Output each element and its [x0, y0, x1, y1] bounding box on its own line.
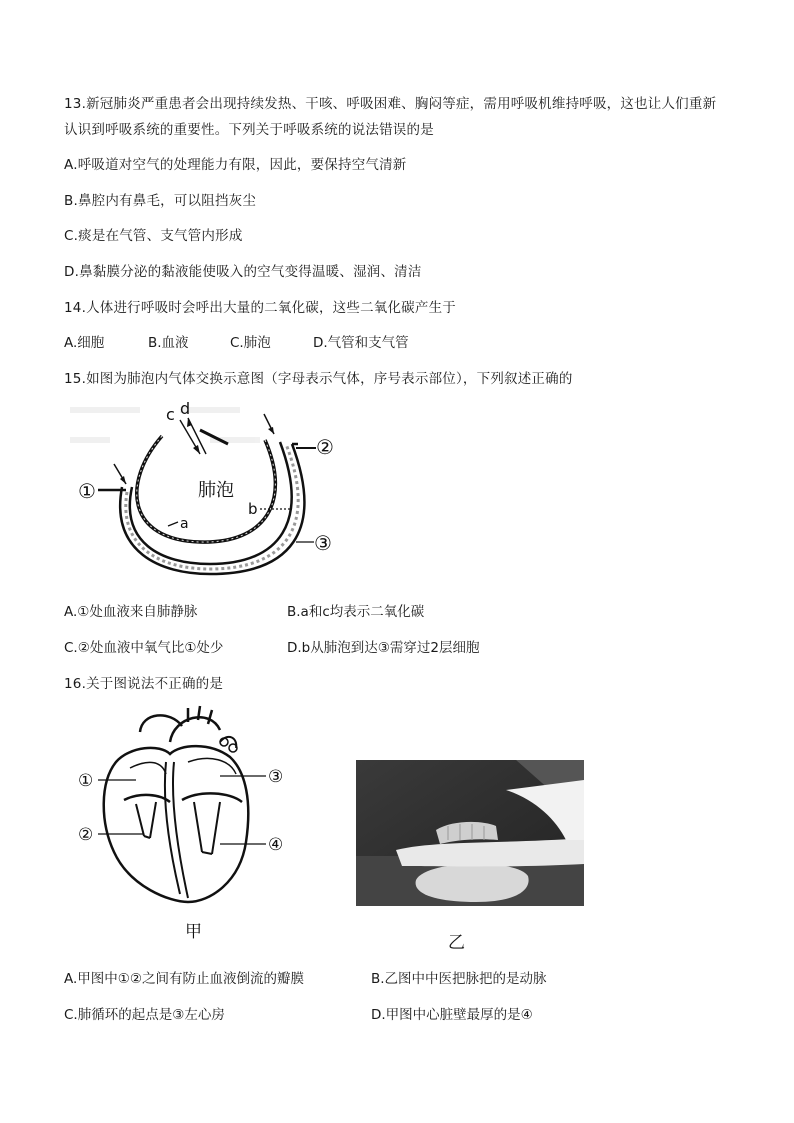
label-position-2: ② — [316, 435, 334, 459]
q16-option-c: C.肺循环的起点是③左心房 — [64, 1007, 225, 1023]
label-position-3: ③ — [314, 531, 332, 555]
q13-stem-line1: 13.新冠肺炎严重患者会出现持续发热、干咳、呼吸困难、胸闷等症，需用呼吸机维持呼吸，这也让人们重新 — [64, 96, 717, 112]
q16-option-b: B.乙图中中医把脉把的是动脉 — [371, 971, 547, 987]
heart-label-4: ④ — [268, 835, 284, 855]
q16-option-a: A.甲图中①②之间有防止血液倒流的瓣膜 — [64, 971, 304, 987]
label-b: b — [248, 500, 258, 518]
pulse-taking-photo — [356, 760, 584, 906]
q14-option-b: B.血液 — [148, 335, 189, 351]
q13-option-c: C.痰是在气管、支气管内形成 — [64, 228, 243, 244]
figure-jia-caption: 甲 — [185, 922, 202, 942]
bleed-through-marks — [70, 410, 260, 440]
alveolus-center-label: 肺泡 — [198, 480, 234, 501]
q15-option-a: A.①处血液来自肺静脉 — [64, 604, 198, 620]
figure-yi-caption: 乙 — [448, 933, 465, 953]
q15-option-d: D.b从肺泡到达③需穿过2层细胞 — [287, 640, 480, 656]
heart-diagram-jia — [70, 702, 330, 952]
q14-option-d: D.气管和支气管 — [313, 335, 409, 351]
q14-option-a: A.细胞 — [64, 335, 105, 351]
q13-stem-line2: 认识到呼吸系统的重要性。下列关于呼吸系统的说法错误的是 — [64, 122, 434, 138]
alveolus-gas-exchange-diagram — [60, 392, 360, 592]
q15-option-c: C.②处血液中氧气比①处少 — [64, 640, 224, 656]
q15-stem: 15.如图为肺泡内气体交换示意图（字母表示气体，序号表示部位），下列叙述正确的 — [64, 371, 573, 387]
q13-option-b: B.鼻腔内有鼻毛，可以阻挡灰尘 — [64, 193, 257, 209]
label-position-1: ① — [78, 479, 96, 503]
capillary-inner-wall — [130, 442, 292, 564]
label-c: c — [166, 405, 175, 424]
heart-label-2: ② — [78, 825, 94, 845]
heart-label-3: ③ — [268, 767, 284, 787]
q13-option-a: A.呼吸道对空气的处理能力有限，因此，要保持空气清新 — [64, 157, 407, 173]
q14-stem: 14.人体进行呼吸时会呼出大量的二氧化碳，这些二氧化碳产生于 — [64, 300, 456, 316]
q16-option-d: D.甲图中心脏壁最厚的是④ — [371, 1007, 533, 1023]
q14-option-c: C.肺泡 — [230, 335, 271, 351]
q15-option-b: B.a和c均表示二氧化碳 — [287, 604, 425, 620]
q16-stem: 16.关于图说法不正确的是 — [64, 676, 224, 692]
label-d: d — [180, 399, 191, 418]
q13-option-d: D.鼻黏膜分泌的黏液能使吸入的空气变得温暖、湿润、清洁 — [64, 264, 422, 280]
heart-label-1: ① — [78, 771, 94, 791]
label-a: a — [180, 516, 189, 532]
